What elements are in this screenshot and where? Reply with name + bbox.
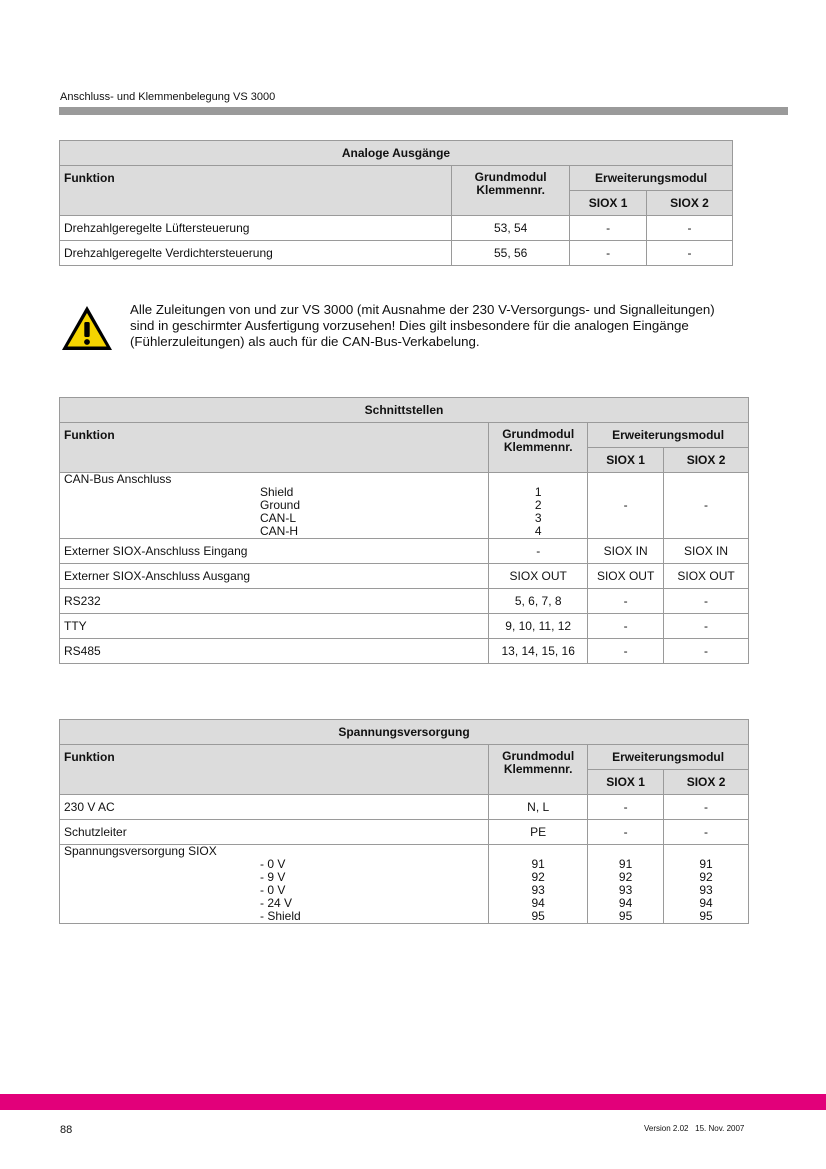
siox-supply-label: Spannungsversorgung SIOX <box>64 844 217 858</box>
column-header-siox1: SIOX 1 <box>588 448 664 473</box>
cell-grund: N, L <box>489 795 588 820</box>
cell-siox1 <box>588 845 664 924</box>
cell-funktion: Externer SIOX-Anschluss Ausgang <box>60 564 489 589</box>
can-terminal: 2 <box>534 498 542 512</box>
column-header-siox2: SIOX 2 <box>664 770 749 795</box>
supply-terminal: 93 <box>618 883 633 897</box>
cell-siox2: - <box>664 589 749 614</box>
cell-siox1: SIOX IN <box>588 539 664 564</box>
klemmennr-label: Klemmennr. <box>503 440 573 454</box>
cell-siox2: - <box>664 473 749 539</box>
table-title: Analoge Ausgänge <box>60 141 733 166</box>
can-terminal: 4 <box>534 524 542 538</box>
column-header-erweiterungsmodul: Erweiterungsmodul <box>570 166 733 191</box>
cell-siox2: - <box>647 241 733 266</box>
cell-siox2: SIOX IN <box>664 539 749 564</box>
can-sub-label: CAN-H <box>260 524 298 538</box>
cell-siox1: - <box>570 216 647 241</box>
table-spannungsversorgung <box>59 719 749 924</box>
supply-terminal: 94 <box>618 896 633 910</box>
cell-siox2 <box>664 845 749 924</box>
warning-line: sind in geschirmter Ausfertigung vorzusehen! Dies gilt insbesondere für die analogen Eingänge <box>130 318 689 333</box>
klemmennr-label: Klemmennr. <box>503 762 573 776</box>
column-header-grundmodul <box>489 745 588 795</box>
cell-siox2: - <box>664 639 749 664</box>
cell-siox2: - <box>664 795 749 820</box>
cell-siox1: - <box>588 795 664 820</box>
cell-grund: - <box>489 539 588 564</box>
supply-terminal: 92 <box>699 870 713 884</box>
warning-line: Alle Zuleitungen von und zur VS 3000 (mit Ausnahme der 230 V-Versorgungs- und Signalleitungen) <box>130 302 715 317</box>
supply-terminal: 92 <box>531 870 545 884</box>
cell-siox2: SIOX OUT <box>664 564 749 589</box>
supply-terminal: 93 <box>531 883 545 897</box>
supply-terminal: 95 <box>531 909 545 923</box>
table-row <box>60 564 749 589</box>
can-sub-label: CAN-L <box>260 511 297 525</box>
supply-sub-label: - 9 V <box>260 870 286 884</box>
table-row <box>60 614 749 639</box>
supply-sub-label: - 24 V <box>260 896 293 910</box>
supply-terminal: 91 <box>618 857 633 871</box>
page-header-title: Anschluss- und Klemmenbelegung VS 3000 <box>60 91 276 103</box>
column-header-funktion: Funktion <box>60 166 452 216</box>
supply-terminal: 91 <box>699 857 713 871</box>
page-number: 88 <box>60 1124 73 1136</box>
version-date: Version 2.02 15. Nov. 2007 <box>644 1124 745 1133</box>
cell-funktion <box>60 473 489 539</box>
supply-terminal: 91 <box>531 857 545 871</box>
column-header-siox1: SIOX 1 <box>588 770 664 795</box>
cell-siox1: - <box>588 473 664 539</box>
supply-terminal: 95 <box>699 909 713 923</box>
supply-terminal: 94 <box>531 896 545 910</box>
cell-funktion: RS232 <box>60 589 489 614</box>
table-analog-outputs <box>59 140 733 266</box>
column-header-funktion: Funktion <box>60 423 489 473</box>
cell-grund: 9, 10, 11, 12 <box>489 614 588 639</box>
table-row <box>60 795 749 820</box>
cell-funktion: Externer SIOX-Anschluss Eingang <box>60 539 489 564</box>
cell-funktion <box>60 845 489 924</box>
supply-terminal: 95 <box>618 909 633 923</box>
supply-sub-label: - 0 V <box>260 857 286 871</box>
cell-funktion: TTY <box>60 614 489 639</box>
cell-grund: 53, 54 <box>452 216 570 241</box>
column-header-grundmodul <box>489 423 588 473</box>
cell-siox1: - <box>588 614 664 639</box>
table-title: Schnittstellen <box>60 398 749 423</box>
table-row <box>60 539 749 564</box>
column-header-siox2: SIOX 2 <box>664 448 749 473</box>
cell-grund: SIOX OUT <box>489 564 588 589</box>
cell-siox1: - <box>588 820 664 845</box>
supply-sub-label: - Shield <box>260 909 301 923</box>
cell-siox2: - <box>664 614 749 639</box>
can-terminal: 1 <box>534 485 542 499</box>
grundmodul-label: Grundmodul <box>502 749 575 763</box>
cell-siox1: - <box>588 589 664 614</box>
cell-siox2: - <box>647 216 733 241</box>
can-sub-label: Ground <box>260 498 301 512</box>
can-terminal: 3 <box>534 511 542 525</box>
cell-siox1: SIOX OUT <box>588 564 664 589</box>
warning-text <box>130 302 750 350</box>
table-row-can-bus <box>60 473 749 539</box>
cell-siox1: - <box>588 639 664 664</box>
cell-siox2: - <box>664 820 749 845</box>
table-row <box>60 241 733 266</box>
cell-funktion: RS485 <box>60 639 489 664</box>
can-sub-label: Shield <box>260 485 294 499</box>
grundmodul-label: Grundmodul <box>502 427 575 441</box>
cell-siox1: - <box>570 241 647 266</box>
supply-terminal: 93 <box>699 883 713 897</box>
footer-bar <box>0 1094 826 1110</box>
column-header-funktion: Funktion <box>60 745 489 795</box>
column-header-siox1: SIOX 1 <box>570 191 647 216</box>
header-bar <box>59 107 788 115</box>
column-header-grundmodul <box>452 166 570 216</box>
cell-funktion: Drehzahlgeregelte Lüftersteuerung <box>60 216 452 241</box>
cell-grund: 5, 6, 7, 8 <box>489 589 588 614</box>
can-bus-label: CAN-Bus Anschluss <box>64 472 172 486</box>
cell-grund: 55, 56 <box>452 241 570 266</box>
column-header-siox2: SIOX 2 <box>647 191 733 216</box>
cell-grund <box>489 473 588 539</box>
cell-grund <box>489 845 588 924</box>
cell-funktion: Drehzahlgeregelte Verdichtersteuerung <box>60 241 452 266</box>
table-row <box>60 639 749 664</box>
supply-sub-label: - 0 V <box>260 883 286 897</box>
table-schnittstellen <box>59 397 749 664</box>
cell-funktion: 230 V AC <box>60 795 489 820</box>
table-row <box>60 820 749 845</box>
column-header-erweiterungsmodul: Erweiterungsmodul <box>588 745 749 770</box>
column-header-erweiterungsmodul: Erweiterungsmodul <box>588 423 749 448</box>
table-row <box>60 589 749 614</box>
warning-triangle-icon <box>60 304 114 352</box>
cell-funktion: Schutzleiter <box>60 820 489 845</box>
grundmodul-label: Grundmodul <box>474 170 547 184</box>
cell-grund: 13, 14, 15, 16 <box>489 639 588 664</box>
table-row-siox-supply <box>60 845 749 924</box>
klemmennr-label: Klemmennr. <box>476 183 546 197</box>
table-title: Spannungsversorgung <box>60 720 749 745</box>
warning-line: (Fühlerzuleitungen) als auch für die CAN-Bus-Verkabelung. <box>130 334 480 349</box>
table-row <box>60 216 733 241</box>
supply-terminal: 92 <box>618 870 633 884</box>
cell-grund: PE <box>489 820 588 845</box>
supply-terminal: 94 <box>699 896 713 910</box>
